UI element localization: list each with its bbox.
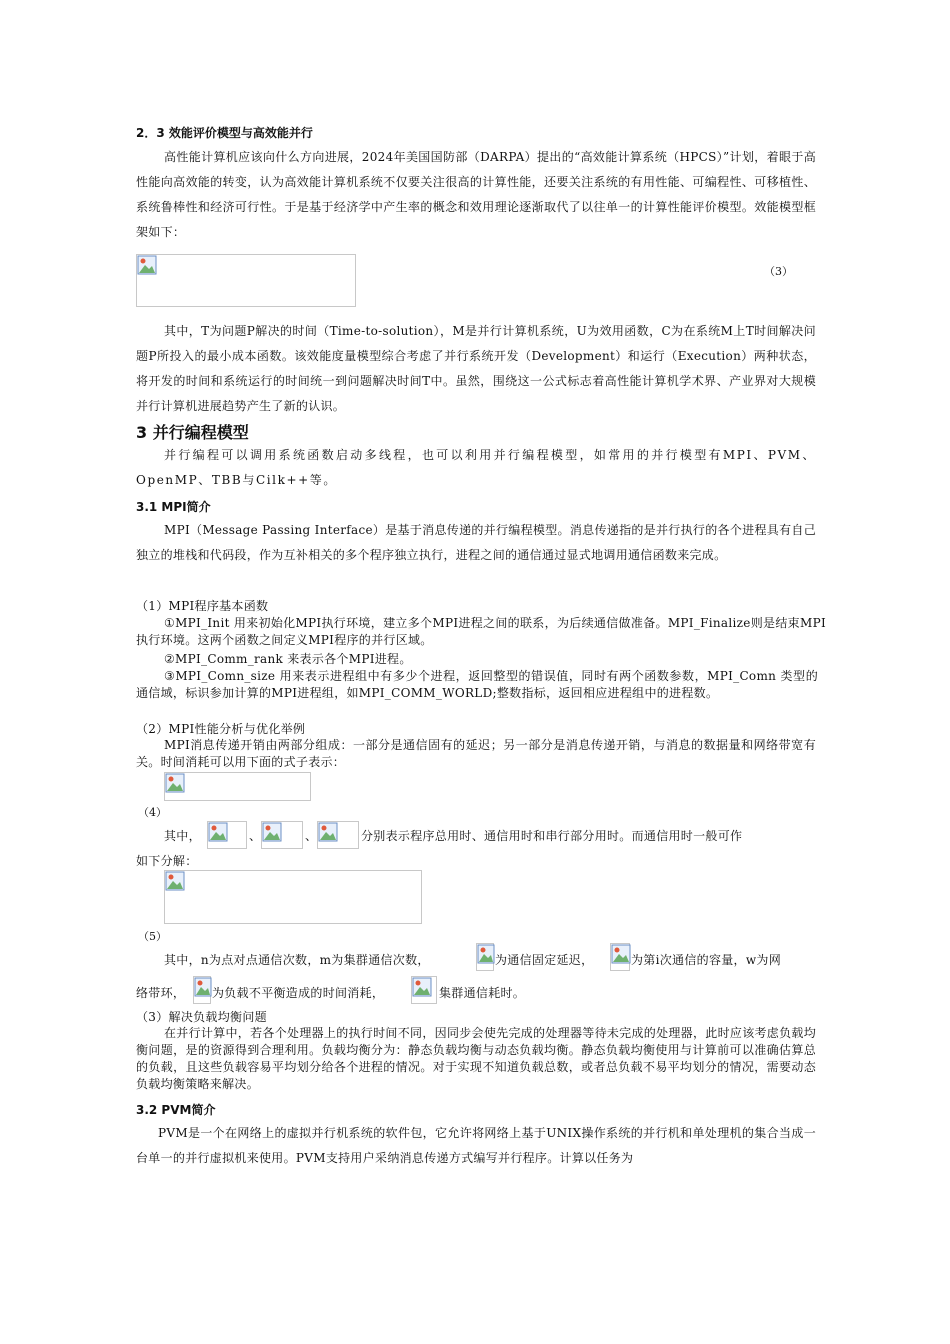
paragraph-parallel-models: 并行编程可以调用系统函数启动多线程，也可以利用并行编程模型，如常用的并行模型有MPI、PVM、OpenMP、TBB与Cilk++等。 xyxy=(136,448,816,487)
equation-5-image xyxy=(164,870,422,924)
inline-symbol-image xyxy=(317,821,359,849)
broken-image-icon xyxy=(208,822,228,842)
text-line-b2: 为通信固定延迟， xyxy=(495,953,594,967)
item1-mpi-comm-rank: ②MPI_Comm_rank 来表示各个MPI进程。 xyxy=(164,652,412,666)
text-line-a2: 分别表示程序总用时、通信用时和串行部分用时。而通信用时一般可作 xyxy=(361,829,743,843)
text-line-a3: 如下分解： xyxy=(136,854,198,868)
paragraph-mpi-intro: MPI（Message Passing Interface）是基于消息传递的并行编程模型。消息传递指的是并行执行的各个进程具有自己独立的堆栈和代码段，作为互补相关的多个程序独立执行，进程之间的通信通过显式地调用通信函数来完成。 xyxy=(136,523,816,562)
broken-image-icon xyxy=(262,822,282,842)
broken-image-icon xyxy=(318,822,338,842)
item1-mpi-init: ①MPI_Init 用来初始化MPI执行环境，建立多个MPI进程之间的联系，为后续通信做准备。MPI_Finalize则是结束MPI执行环境。这两个函数之间定义MPI程序的并行区域。 xyxy=(136,616,826,647)
paragraph-efficiency-model: 其中，T为问题P解决的时间（Time-to-solution），M是并行计算机系统，U为效用函数，C为在系统M上T时间解决问题P所投入的最小成本函数。该效能度量模型综合考虑了并行系统开发（Development）和运行（Execution）两种状态，将开发的时间和系统运行的时间统一到问题解决时间T中。虽然，围绕这一公式标志着高性能计算机学术界、产业界对大规模并行计算机进展趋势产生了新的认识。 xyxy=(136,324,816,413)
text-separator: 、 xyxy=(305,829,318,843)
paragraph-pvm-intro: PVM是一个在网络上的虚拟并行机系统的软件包，它允许将网络上基于UNIX操作系统的并行机和单处理机的集合当成一台单一的并行虚拟机来使用。PVM支持用户采纳消息传递方式编写并行程序。计算以任务为 xyxy=(136,1126,816,1165)
text-line-c3: 集群通信耗时。 xyxy=(439,986,526,1000)
equation-number-4: （4） xyxy=(138,806,167,819)
text-line-b3: 为第i次通信的容量，w为网 xyxy=(631,953,782,967)
equation-3-image xyxy=(136,254,356,307)
text-line-a1: 其中， xyxy=(164,829,201,843)
section-heading-3-1: 3.1 MPI简介 xyxy=(136,500,211,514)
item2-paragraph: MPI消息传递开销由两部分组成：一部分是通信固有的延迟；另一部分是消息传递开销，与消息的数据量和网络带宽有关。时间消耗可以用下面的式子表示： xyxy=(136,738,816,769)
section-heading-3: 3 并行编程模型 xyxy=(136,423,249,442)
broken-image-icon xyxy=(165,773,185,793)
inline-symbol-image xyxy=(207,821,247,849)
text-line-c2: 为负载不平衡造成的时间消耗， xyxy=(212,986,385,1000)
text-line-c1: 络带环， xyxy=(136,986,186,1000)
broken-image-icon xyxy=(477,944,495,964)
text-separator: 、 xyxy=(249,829,262,843)
inline-symbol-image xyxy=(476,943,494,971)
item1-mpi-comm-size: ③MPI_Comn_size 用来表示进程组中有多少个进程，返回整型的错误值，同时有两个函数参数，MPI_Comn 类型的通信域，标识参加计算的MPI进程组，如MPI_COMM_WORLD;整数指标，返回相应进程组中的进程数。 xyxy=(136,669,818,700)
equation-number-3: （3） xyxy=(764,265,793,278)
broken-image-icon xyxy=(611,944,631,964)
inline-symbol-image xyxy=(261,821,303,849)
section-heading-2-3: 2．3 效能评价模型与高效能并行 xyxy=(136,126,313,140)
broken-image-icon xyxy=(194,977,212,997)
text-line-b1: 其中，n为点对点通信次数，m为集群通信次数， xyxy=(164,953,430,967)
equation-number-5: （5） xyxy=(138,930,167,943)
section-heading-3-2: 3.2 PVM简介 xyxy=(136,1103,216,1117)
inline-symbol-image xyxy=(193,976,211,1004)
broken-image-icon xyxy=(165,871,185,891)
broken-image-icon xyxy=(412,977,432,997)
inline-symbol-image xyxy=(610,943,630,971)
paragraph-hpcs: 高性能计算机应该向什么方向进展，2024年美国国防部（DARPA）提出的“高效能计算系统（HPCS）”计划，着眼于高性能向高效能的转变，认为高效能计算机系统不仅要关注很高的计算性能，还要关注系统的有用性能、可编程性、可移植性、系统鲁棒性和经济可行性。于是基于经济学中产生率的概念和效用理论逐渐取代了以往单一的计算性能评价模型。效能模型框架如下： xyxy=(136,150,816,239)
equation-4-image xyxy=(164,772,311,801)
item3-paragraph: 在并行计算中，若各个处理器上的执行时间不同，因同步会使先完成的处理器等待未完成的处理器，此时应该考虑负载均衡问题，是的资源得到合理利用。负载均衡分为：静态负载均衡与动态负载均衡。静态负载均衡使用与计算前可以准确估算总的负载，且这些负载容易平均划分给各个进程的情况。对于实现不知道负载总数，或者总负载不易平均划分的情况，需要动态负载均衡策略来解决。 xyxy=(136,1026,816,1091)
item1-title: （1）MPI程序基本函数 xyxy=(136,599,269,613)
item2-title: （2）MPI性能分析与优化举例 xyxy=(136,722,306,736)
broken-image-icon xyxy=(137,255,157,275)
inline-symbol-image xyxy=(411,976,437,1004)
item3-title: （3）解决负载均衡问题 xyxy=(136,1010,267,1024)
